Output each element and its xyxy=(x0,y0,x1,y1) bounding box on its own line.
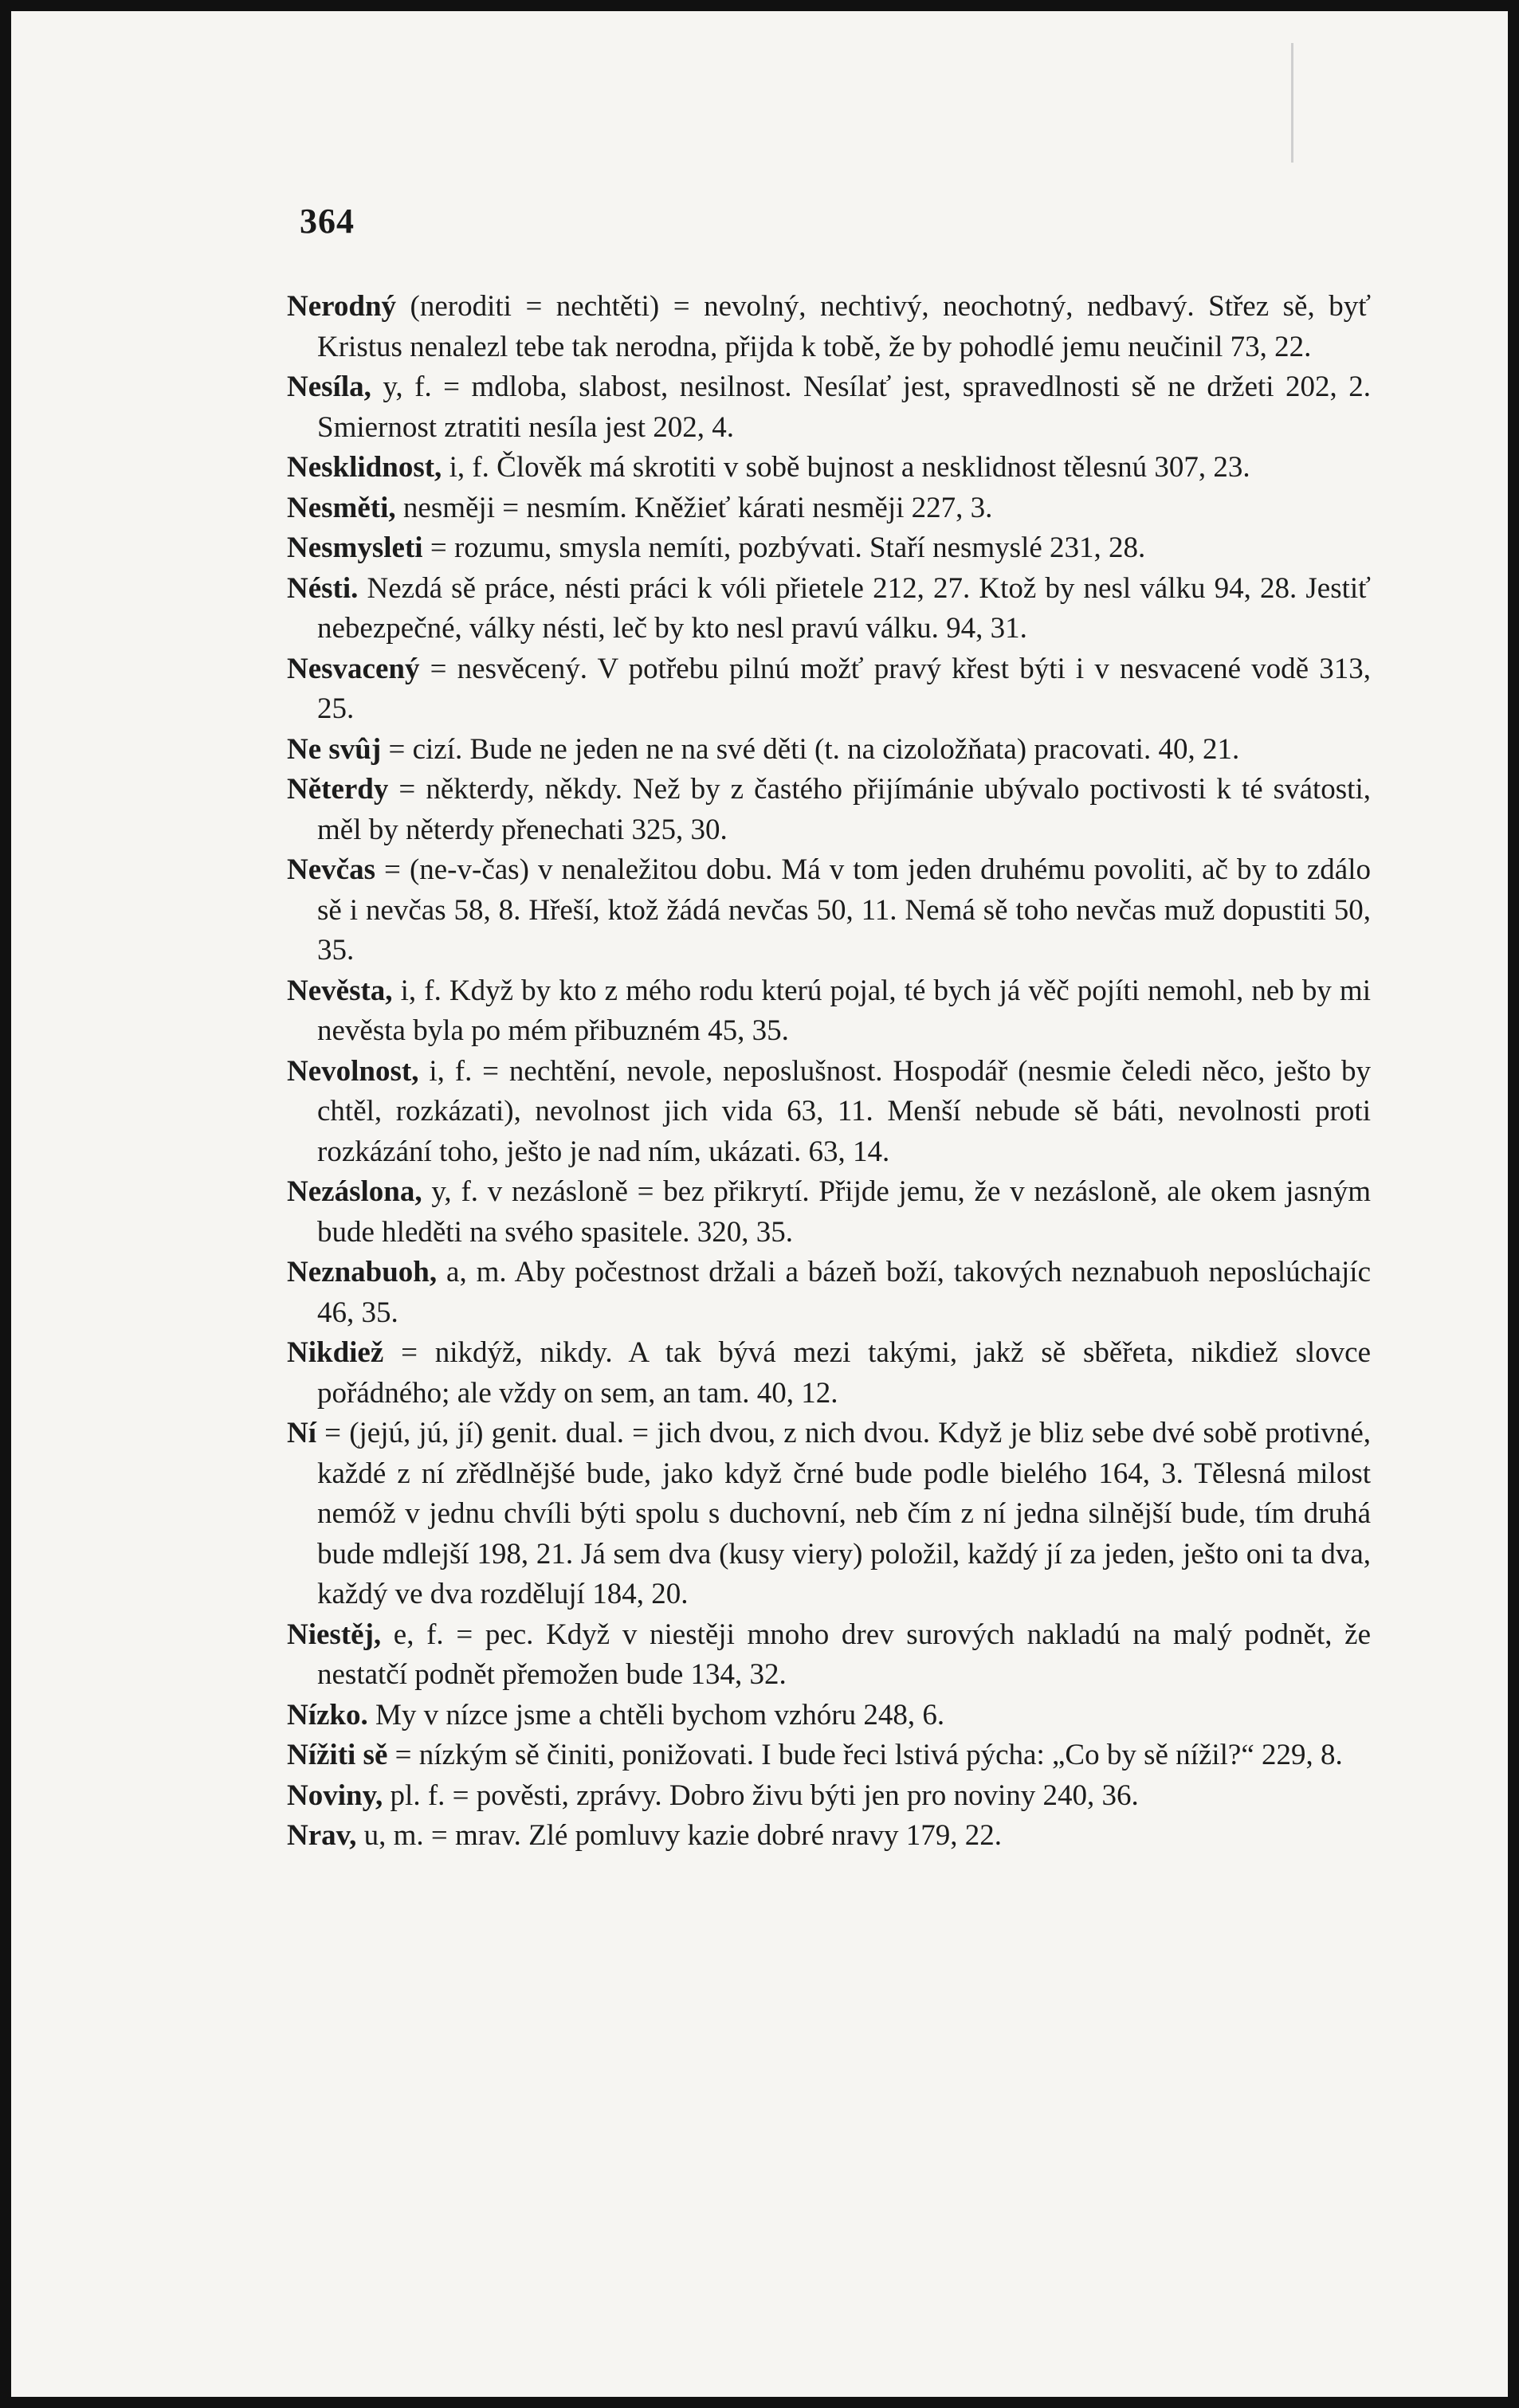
entry-headword: Nesklidnost, xyxy=(287,451,442,484)
entry-body: u, m. = mrav. Zlé pomluvy kazie dobré nravy 179, 22. xyxy=(356,1819,1003,1852)
entry-headword: Nrav, xyxy=(287,1819,357,1852)
entry-body: e, f. = pec. Když v niestěji mnoho drev surových nakladú na malý podnět, že nestatčí podnět přemožen bude 134, 32. xyxy=(317,1618,1371,1691)
dictionary-entry xyxy=(287,1735,1371,1776)
dictionary-entry xyxy=(287,1776,1371,1817)
entry-headword: Nevolnost, xyxy=(287,1054,419,1088)
dictionary-entries xyxy=(287,287,1371,1857)
entry-headword: Nerodný xyxy=(287,290,397,323)
dictionary-entry xyxy=(287,971,1371,1052)
entry-headword: Nesvacený xyxy=(287,652,420,685)
entry-body: = rozumu, smysla nemíti, pozbývati. Staří nesmyslé 231, 28. xyxy=(422,531,1146,564)
entry-headword: Nesměti, xyxy=(287,491,396,524)
entry-body: y, f. v nezásloně = bez přikrytí. Přijde jemu, že v nezásloně, ale okem jasným bude hleděti na svého spasitele. 320, 35. xyxy=(317,1175,1371,1249)
dictionary-entry xyxy=(287,1253,1371,1333)
entry-headword: Nížiti sě xyxy=(287,1739,388,1771)
entry-headword: Nezáslona, xyxy=(287,1175,422,1208)
dictionary-entry xyxy=(287,1172,1371,1253)
entry-body: a, m. Aby počestnost držali a bázeň boží, takových neznabuoh neposlúchajíc 46, 35. xyxy=(317,1256,1371,1329)
dictionary-entry xyxy=(287,1052,1371,1173)
entry-headword: Noviny, xyxy=(287,1779,383,1812)
entry-headword: Nevčas xyxy=(287,853,375,886)
entry-body: pl. f. = pověsti, zprávy. Dobro živu býti jen pro noviny 240, 36. xyxy=(383,1779,1139,1812)
page-number: 364 xyxy=(300,202,355,241)
entry-body: = některdy, někdy. Než by z častého přijímánie ubývalo poctivosti k té svátosti, měl by něterdy přenechati 325, 30. xyxy=(317,773,1371,846)
dictionary-entry xyxy=(287,770,1371,850)
entry-body: i, f. = nechtění, nevole, neposlušnost. Hospodář (nesmie čeledi něco, ješto by chtěl, rozkázati), nevolnost jich vida 63, 11. Menší nebude sě báti, nevolnosti proti rozkázání toho, ješto je nad ním, ukázati. 63, 14. xyxy=(317,1054,1371,1168)
entry-body: My v nízce jsme a chtěli bychom vzhóru 248, 6. xyxy=(367,1698,945,1731)
dictionary-entry xyxy=(287,287,1371,367)
entry-body: = nikdýž, nikdy. A tak bývá mezi takými, jakž sě sběřeta, nikdiež slovce pořádného; ale vždy on sem, an tam. 40, 12. xyxy=(317,1336,1371,1410)
entry-headword: Nesíla, xyxy=(287,371,371,403)
dictionary-entry xyxy=(287,569,1371,649)
dictionary-entry xyxy=(287,1333,1371,1414)
entry-headword: Ne svûj xyxy=(287,732,382,766)
entry-headword: Nevěsta, xyxy=(287,974,393,1007)
dictionary-entry xyxy=(287,1816,1371,1857)
dictionary-entry xyxy=(287,528,1371,569)
entry-body: = cizí. Bude ne jeden ne na své děti (t. na cizoložňata) pracovati. 40, 21. xyxy=(381,732,1240,766)
entry-body: = nízkým sě činiti, ponižovati. I bude řeci lstivá pýcha: „Co by sě nížil?“ 229, 8. xyxy=(387,1739,1343,1771)
dictionary-entry xyxy=(287,1696,1371,1736)
dictionary-entry xyxy=(287,448,1371,488)
entry-body: i, f. Člověk má skrotiti v sobě bujnost a nesklidnost tělesnú 307, 23. xyxy=(442,451,1250,484)
scan-artifact-line xyxy=(1291,43,1293,163)
entry-headword: Nesmysleti xyxy=(287,531,423,564)
dictionary-entry xyxy=(287,1414,1371,1615)
dictionary-entry xyxy=(287,1615,1371,1696)
entry-body: y, f. = mdloba, slabost, nesilnost. Nesílať jest, spravedlnosti sě ne držeti 202, 2. Smiernost ztratiti nesíla jest 202, 4. xyxy=(317,371,1371,444)
entry-body: = nesvěcený. V potřebu pilnú možť pravý křest býti i v nesvacené vodě 313, 25. xyxy=(317,652,1371,725)
entry-body: i, f. Když by kto z mého rodu kterú pojal, té bych já věč pojíti nemohl, neb by mi nevěsta byla po mém přibuzném 45, 35. xyxy=(317,974,1371,1047)
entry-body: (neroditi = nechtěti) = nevolný, nechtivý, neochotný, nedbavý. Střez sě, byť Kristus nenalezl tebe tak nerodna, přijda k tobě, že by pohodlé jemu neučinil 73, 22. xyxy=(317,290,1371,363)
dictionary-entry xyxy=(287,730,1371,771)
entry-body: nesměji = nesmím. Kněžieť kárati nesměji 227, 3. xyxy=(395,491,993,524)
page-frame xyxy=(11,11,1508,2397)
entry-headword: Nikdiež xyxy=(287,1336,384,1369)
entry-headword: Niestěj, xyxy=(287,1618,382,1651)
entry-headword: Nízko. xyxy=(287,1698,368,1731)
dictionary-entry xyxy=(287,649,1371,730)
entry-body: = (ne-v-čas) v nenaležitou dobu. Má v tom jeden druhému povoliti, ač by to zdálo sě i nevčas 58, 8. Hřeší, ktož žádá nevčas 50, 11. Nemá sě toho nevčas muž dopustiti 50, 35. xyxy=(317,853,1371,967)
dictionary-entry xyxy=(287,850,1371,971)
entry-headword: Něterdy xyxy=(287,773,389,806)
dictionary-entry xyxy=(287,367,1371,448)
entry-body: Nezdá sě práce, nésti práci k vóli přietele 212, 27. Ktož by nesl válku 94, 28. Jestiť nebezpečné, války nésti, leč by kto nesl pravú válku. 94, 31. xyxy=(317,571,1371,645)
dictionary-entry xyxy=(287,488,1371,529)
entry-headword: Neznabuoh, xyxy=(287,1256,438,1288)
entry-headword: Nésti. xyxy=(287,571,359,605)
entry-headword: Ní xyxy=(287,1417,316,1449)
entry-body: = (jejú, jú, jí) genit. dual. = jich dvou, z nich dvou. Když je bliz sebe dvé sobě protivné, každé z ní zřědlnějšé bude, jako když črné bude podle bielého 164, 3. Tělesná milost nemóž v jednu chvíli býti spolu s duchovní, neb čím z ní jedna silnější bude, tím druhá bude mdlejší 198, 21. Já sem dva (kusy viery) položil, každý jí za jeden, ješto oni ta dva, každý ve dva rozdělují 184, 20. xyxy=(316,1417,1371,1610)
